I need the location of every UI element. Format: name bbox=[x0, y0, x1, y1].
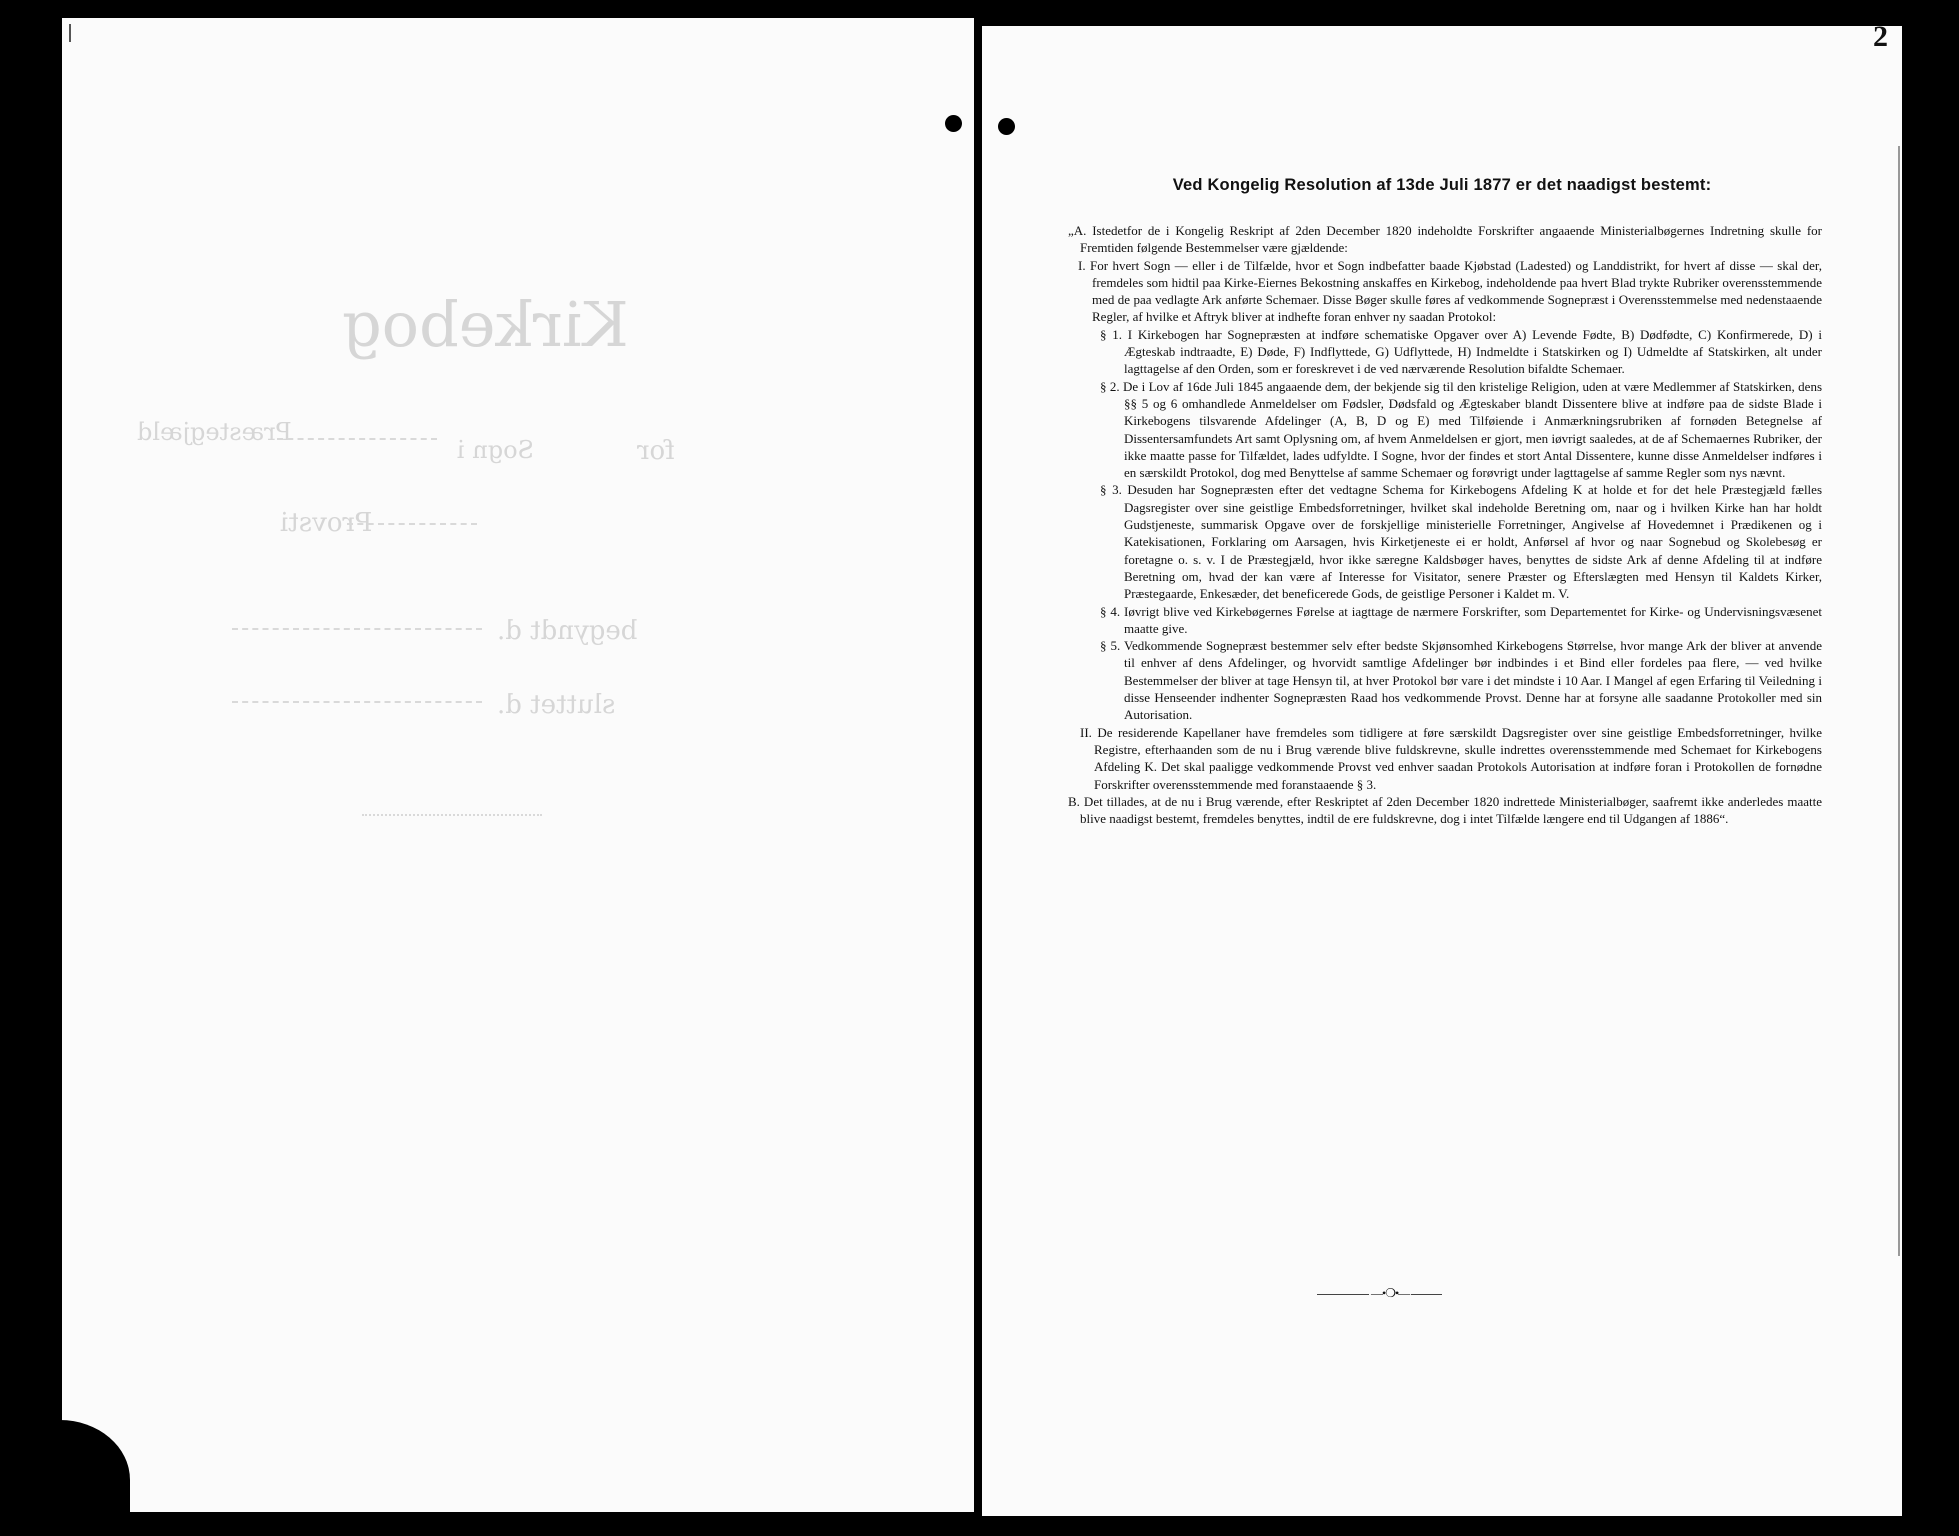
paragraph-4: § 2. De i Lov af 16de Juli 1845 angaaende dem, der bekjende sig til den kristelige Religion, uden at være Medlemmer af Statskirken, dens §§ 5 og 6 omhandlede Anmeldelser om Fødsler, Dødsfald og Ægteskaber blandt Dissentere blive at indføre paa de sidste Blade i Kirkebogens tilsvarende Afdelinger (A, B, D og E) med Tilføiende i Anmærkningsrubriken af fornøden Betegnelse af Dissentersamfundets Art samt Oplysning om, af hvem Anmeldelsen er gjort, men iøvrigt saaledes, at de af Schemaernes Rubriker, der ikke maatte passe for Tilfældet, lades udfyldte. I Sogne, hvor der findes et stort Antal Dissentere, kunne disse Anmeldelser indføres i en særskildt Protokol, dog med Benyttelse af samme Schemaer og forøvrigt under lagttagelse af samme Regler som nys nævnt. bbox=[1100, 378, 1822, 481]
resolution-body bbox=[1068, 222, 1822, 827]
ghost-line-5 bbox=[362, 814, 542, 816]
ornamental-divider bbox=[1317, 1286, 1442, 1300]
paragraph-7: § 5. Vedkommende Sognepræst bestemmer selv efter bedste Skjønsomhed Kirkebogens Størrelse, hvor mange Ark der bliver at anvende til enhver af dens Afdelinger, og hvorvidt samtlige Afdelinger bør indbindes i et Bind eller fordeles paa flere, — ved hvilke Bestemmelser der bliver at tage Hensyn til, at hver Protokol bør vare i det mindste i 10 Aar. I Mangel af egen Erfaring til Veiledning i disse Henseender indhenter Sognepræsten Raad hos vedkommende Provst. Denne har at forsyne alle saadanne Protokoller med sin Autorisation. bbox=[1100, 638, 1822, 723]
binding-hole-left bbox=[945, 115, 962, 132]
ghost-begyndt: begyndt d. bbox=[497, 616, 638, 646]
paragraph-8: II. De residerende Kapellaner have fremdeles som tidligere at føre særskildt Dagsregister over sine geistlige Embedsforretninger, hvilke Registre, efterhaanden som de nu i Brug værende blive fuldskrevne, skulle indrettes overensstemmende med Schemaet for Kirkebogens Afdeling K. Det skal paaligge vedkommende Provst ved enhver saadan Protokols Autorisation at indføre foran i Protokollen de fornødne Forskrifter overensstemmende med foranstaaende § 3. bbox=[1080, 724, 1822, 792]
ghost-line-3 bbox=[232, 628, 482, 630]
divider-ornament: —•❍•— bbox=[1371, 1286, 1410, 1300]
left-page bbox=[62, 18, 974, 1512]
ghost-line-2 bbox=[347, 523, 477, 525]
ghost-provsti: Provsti bbox=[280, 508, 373, 538]
ghost-sogn: Sogn i bbox=[457, 436, 535, 464]
paragraph-6: § 4. Iøvrigt blive ved Kirkebøgernes Førelse at iagttage de nærmere Forskrifter, som Departementet for Kirke- og Undervisningsvæsenet maatte give. bbox=[1100, 603, 1822, 636]
paragraph-5: § 3. Desuden har Sognepræsten efter det vedtagne Schema for Kirkebogens Afdeling K at holde et for det hele Præstegjæld fælles Dagsregister over sine geistlige Embedsforretninger, hvilket skal indeholde Beretning om, naar og i hvilken Kirke han har holdt Gudstjeneste, summarisk Opgave over de forskjellige ministerielle Forretninger, Angivelse af Hovedemnet i Prædikenen og i Katekisationen, Forklaring om Aarsagen, hvis Kirketjeneste ei er holdt, Anførsel af hvor og naar Sognebud og Skolebesøg er foretagne o. s. v. I de Præstegjæld, hvor ikke særegne Kaldsbøger haves, benyttes de sidste Ark af denne Afdeling til at indføre Beretning om, hvad der kan være af Interesse for Visitator, senere Præster og Efterslægten med Hensyn til Kaldets Kirker, Præstegaarde, Enkesæder, det beneficerede Gods, de geistlige Personer i Kaldet m. V. bbox=[1100, 482, 1822, 602]
left-margin-mark bbox=[69, 24, 71, 42]
paragraph-1: „A. Istedetfor de i Kongelig Reskript af 2den December 1820 indeholdte Forskrifter angaaende Ministerialbøgernes Indretning skulle for Fremtiden følgende Bestemmelser være gjældende: bbox=[1068, 223, 1822, 256]
ghost-sluttet: sluttet d. bbox=[497, 690, 616, 720]
paragraph-9: B. Det tillades, at de nu i Brug værende, efter Reskriptet af 2den December 1820 indrettede Ministerialbøger, saafremt ikke anderledes maatte blive naadigst bestemt, fremdeles benyttes, indtil de ere fuldskrevne, dog i intet Tilfælde længere end til Udgangen af 1886“. bbox=[1068, 793, 1822, 827]
binding-hole-right bbox=[998, 118, 1015, 135]
paragraph-2: I. For hvert Sogn — eller i de Tilfælde, hvor et Sogn indbefatter baade Kjøbstad (Ladested) og Landdistrikt, for hvert af disse — skal der, fremdeles som hidtil paa Kirke-Eiernes Bekostning anskaffes en Kirkebog, indeholdende paa hvert Blad trykte Rubriker overensstemmende med de paa vedlagte Ark anførte Schemaer. Disse Bøger skulle føres af vedkommende Sognepræst i Overensstemmelse med nedenstaaende Regler, af hvilke et Aftryk bliver at indhefte foran enhver ny saadan Protokol: bbox=[1078, 257, 1822, 325]
page-number: 2 bbox=[1873, 20, 1888, 53]
ghost-title: Kirkebog bbox=[342, 288, 629, 361]
right-edge-mark bbox=[1898, 146, 1900, 1256]
ghost-praestegjaeld: Præstegjæld bbox=[137, 418, 292, 446]
ghost-line-1 bbox=[277, 438, 437, 440]
ghost-for: for bbox=[637, 436, 675, 466]
paragraph-3: § 1. I Kirkebogen har Sognepræsten at indføre schematiske Opgaver over A) Levende Fødte, B) Dødfødte, C) Konfirmerede, D) i Ægteskab indtraadte, E) Døde, F) Indflyttede, G) Udflyttede, H) Indmeldte i Statskirken og I) Udmeldte af Statskirken, alt under lagttagelse af den Orden, som er foreskrevet i de ved nærværende Resolution bifaldte Schemaer. bbox=[1100, 326, 1822, 377]
ghost-line-4 bbox=[232, 701, 482, 703]
right-page bbox=[982, 20, 1902, 1516]
resolution-heading: Ved Kongelig Resolution af 13de Juli 1877 er det naadigst bestemt: bbox=[1172, 176, 1712, 194]
